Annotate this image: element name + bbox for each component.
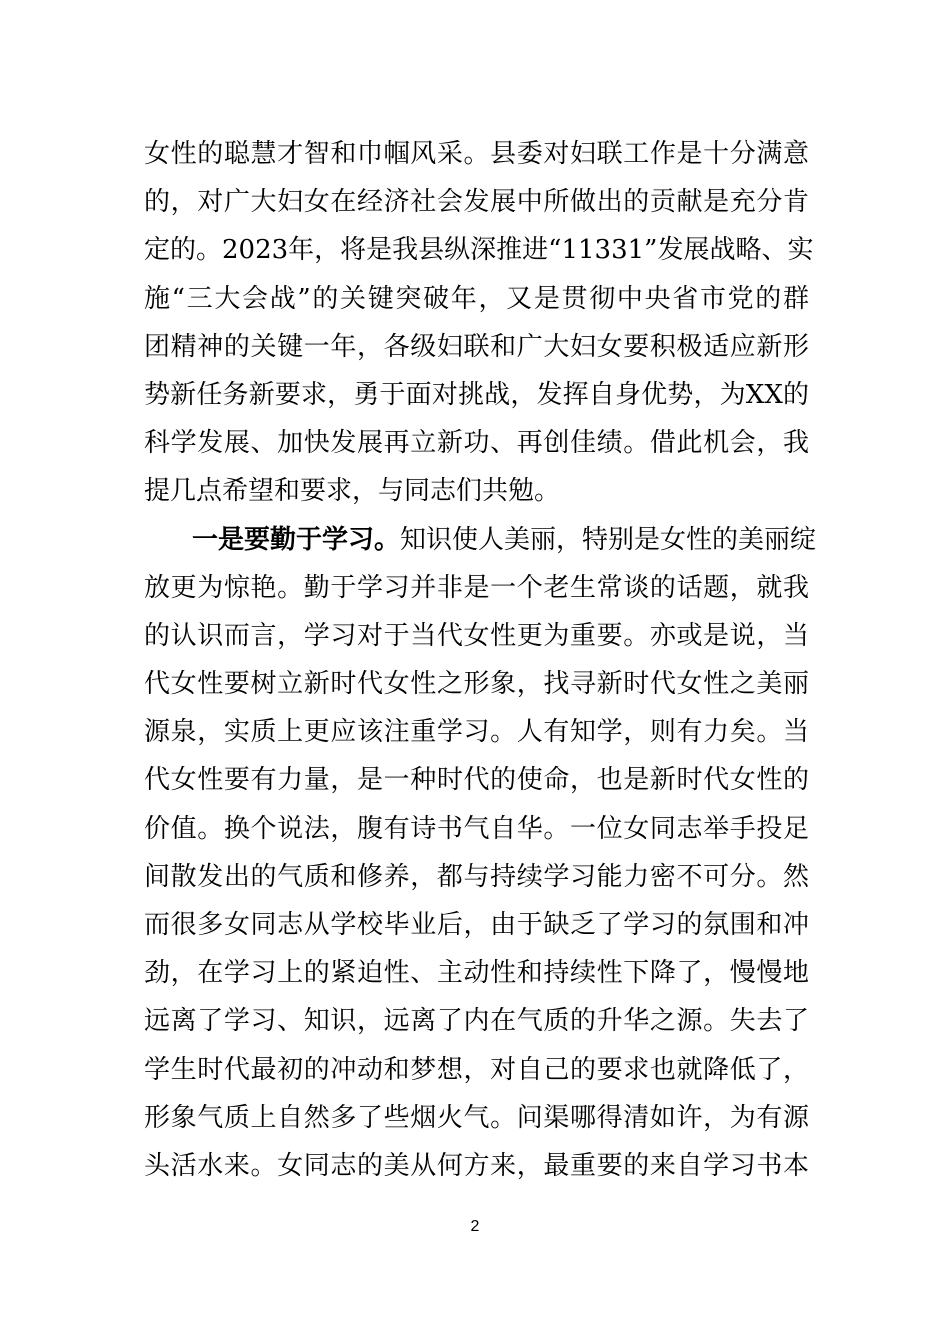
text-line: 而很多女同志从学校毕业后，由于缺乏了学习的氛围和冲	[144, 910, 809, 940]
body-text	[144, 130, 817, 1190]
text-line: 形象气质上自然多了些烟火气。问渠哪得清如许，为有源	[144, 1102, 809, 1133]
text-line: 的，对广大妇女在经济社会发展中所做出的贡献是充分肯	[144, 187, 809, 218]
text-run: 知识使人美丽，特别是女性的美丽绽	[400, 524, 817, 555]
text-line: 远离了学习、知识，远离了内在气质的升华之源。失去了	[144, 1006, 809, 1037]
text-line: 团精神的关键一年，各级妇联和广大妇女要积极适应新形	[144, 331, 809, 362]
text-line: 放更为惊艳。勤于学习并非是一个老生常谈的话题，就我	[144, 572, 809, 603]
text-line: 间散发出的气质和修养，都与持续学习能力密不可分。然	[144, 861, 809, 892]
section-heading: 一是要勤于学习。	[192, 524, 401, 555]
text-line: 女性的聪慧才智和巾帼风采。县委对妇联工作是十分满意	[144, 139, 809, 169]
text-line: 劲，在学习上的紧迫性、主动性和持续性下降了，慢慢地	[144, 958, 809, 989]
text-line: 施“三大会战”的关键突破年，又是贯彻中央省市党的群	[144, 283, 809, 314]
page-number: 2	[470, 1218, 480, 1235]
text-line: 学生时代最初的冲动和梦想，对自己的要求也就降低了，	[144, 1054, 809, 1085]
text-line: 价值。换个说法，腹有诗书气自华。一位女同志举手投足	[144, 813, 809, 844]
text-line: 定的。2023年，将是我县纵深推进“11331”发展战略、实	[144, 235, 814, 266]
text-line: 的认识而言，学习对于当代女性更为重要。亦或是说，当	[144, 620, 809, 651]
text-line: 代女性要树立新时代女性之形象，找寻新时代女性之美丽	[144, 669, 809, 700]
text-line: 科学发展、加快发展再立新功、再创佳绩。借此机会，我	[144, 428, 809, 459]
text-line: 代女性要有力量，是一种时代的使命，也是新时代女性的	[144, 765, 809, 796]
text-line: 势新任务新要求，勇于面对挑战，发挥自身优势，为XX的	[144, 379, 809, 410]
paragraph-first-line	[144, 516, 817, 564]
text-line: 头活水来。女同志的美从何方来，最重要的来自学习书本	[144, 1150, 809, 1181]
text-line: 提几点希望和要求，与同志们共勉。	[144, 476, 561, 507]
text-line: 源泉，实质上更应该注重学习。人有知学，则有力矣。当	[144, 717, 809, 748]
